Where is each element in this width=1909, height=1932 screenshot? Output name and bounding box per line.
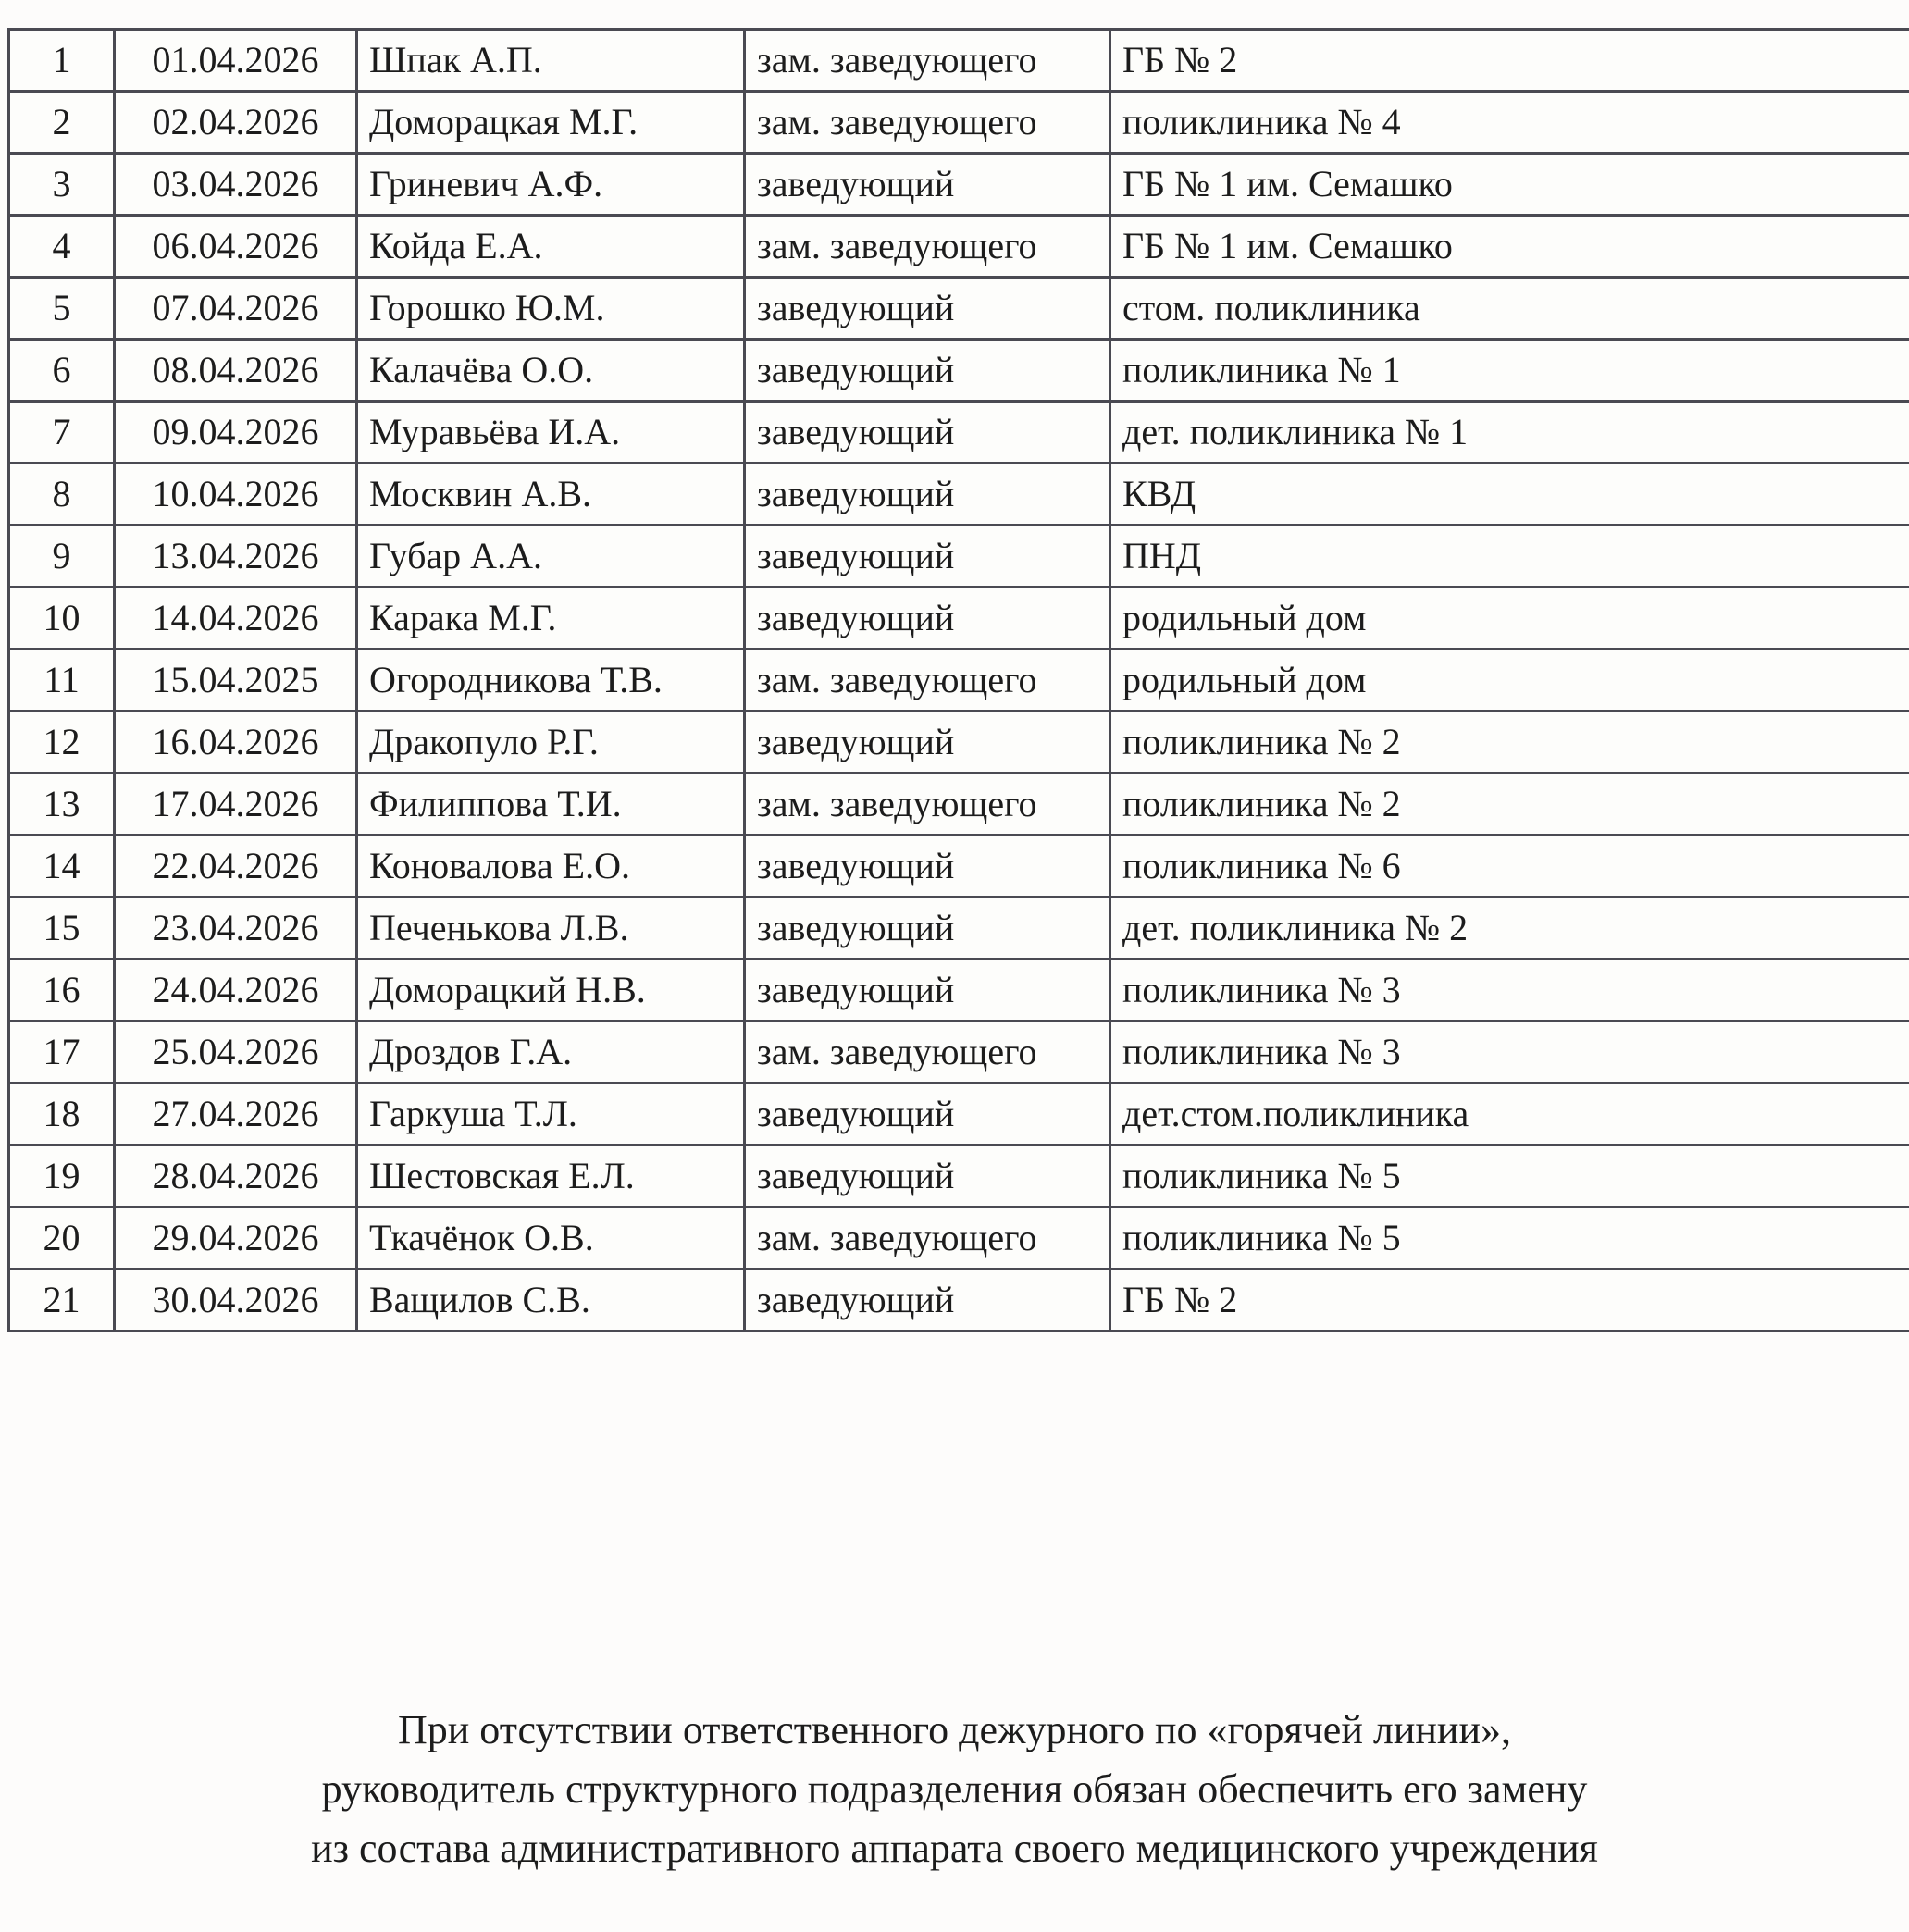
- cell-date: 06.04.2026: [115, 216, 357, 278]
- table-row: [9, 1146, 1909, 1208]
- table-row: [9, 340, 1909, 402]
- table-row: [9, 1022, 1909, 1084]
- cell-index: 8: [9, 464, 115, 526]
- cell-index: 6: [9, 340, 115, 402]
- cell-index: 20: [9, 1208, 115, 1269]
- cell-place: ПНД: [1110, 526, 1909, 588]
- cell-role: заведующий: [745, 402, 1110, 464]
- cell-place: дет.стом.поликлиника: [1110, 1084, 1909, 1146]
- footer-note-line-2: руководитель структурного подразделения обязан обеспечить его замену: [321, 1766, 1588, 1813]
- cell-date: 14.04.2026: [115, 588, 357, 650]
- duty-schedule-table: [7, 28, 1909, 1332]
- cell-date: 28.04.2026: [115, 1146, 357, 1208]
- cell-index: 12: [9, 712, 115, 774]
- cell-place: поликлиника № 5: [1110, 1208, 1909, 1269]
- cell-date: 08.04.2026: [115, 340, 357, 402]
- table-row: [9, 402, 1909, 464]
- cell-name: Койда Е.А.: [357, 216, 745, 278]
- table-row: [9, 588, 1909, 650]
- cell-index: 14: [9, 836, 115, 898]
- cell-date: 03.04.2026: [115, 154, 357, 216]
- cell-date: 01.04.2026: [115, 30, 357, 92]
- cell-role: заведующий: [745, 1084, 1110, 1146]
- table-row: [9, 1084, 1909, 1146]
- cell-role: заведующий: [745, 588, 1110, 650]
- cell-place: КВД: [1110, 464, 1909, 526]
- cell-date: 30.04.2026: [115, 1269, 357, 1331]
- cell-index: 2: [9, 92, 115, 154]
- table-row: [9, 836, 1909, 898]
- cell-date: 10.04.2026: [115, 464, 357, 526]
- cell-date: 15.04.2025: [115, 650, 357, 712]
- cell-name: Горошко Ю.М.: [357, 278, 745, 340]
- cell-index: 21: [9, 1269, 115, 1331]
- table-row: [9, 92, 1909, 154]
- cell-name: Шестовская Е.Л.: [357, 1146, 745, 1208]
- cell-place: стом. поликлиника: [1110, 278, 1909, 340]
- cell-name: Карака М.Г.: [357, 588, 745, 650]
- cell-name: Доморацкий Н.В.: [357, 960, 745, 1022]
- cell-role: зам. заведующего: [745, 216, 1110, 278]
- cell-role: зам. заведующего: [745, 1208, 1110, 1269]
- cell-name: Гриневич А.Ф.: [357, 154, 745, 216]
- cell-date: 25.04.2026: [115, 1022, 357, 1084]
- cell-index: 9: [9, 526, 115, 588]
- cell-name: Печенькова Л.В.: [357, 898, 745, 960]
- table-row: [9, 278, 1909, 340]
- table-row: [9, 898, 1909, 960]
- cell-place: ГБ № 1 им. Семашко: [1110, 154, 1909, 216]
- cell-role: заведующий: [745, 340, 1110, 402]
- cell-place: поликлиника № 5: [1110, 1146, 1909, 1208]
- cell-role: заведующий: [745, 1146, 1110, 1208]
- cell-name: Москвин А.В.: [357, 464, 745, 526]
- cell-date: 24.04.2026: [115, 960, 357, 1022]
- cell-place: поликлиника № 1: [1110, 340, 1909, 402]
- cell-index: 19: [9, 1146, 115, 1208]
- cell-index: 15: [9, 898, 115, 960]
- cell-date: 29.04.2026: [115, 1208, 357, 1269]
- cell-name: Ващилов С.В.: [357, 1269, 745, 1331]
- cell-date: 07.04.2026: [115, 278, 357, 340]
- cell-place: родильный дом: [1110, 650, 1909, 712]
- cell-role: зам. заведующего: [745, 650, 1110, 712]
- cell-index: 11: [9, 650, 115, 712]
- table-row: [9, 216, 1909, 278]
- cell-index: 3: [9, 154, 115, 216]
- footer-note: [0, 1701, 1909, 1879]
- cell-role: заведующий: [745, 898, 1110, 960]
- cell-date: 17.04.2026: [115, 774, 357, 836]
- cell-place: поликлиника № 2: [1110, 774, 1909, 836]
- cell-name: Муравьёва И.А.: [357, 402, 745, 464]
- cell-name: Гаркуша Т.Л.: [357, 1084, 745, 1146]
- cell-index: 7: [9, 402, 115, 464]
- cell-index: 10: [9, 588, 115, 650]
- cell-date: 13.04.2026: [115, 526, 357, 588]
- cell-role: заведующий: [745, 712, 1110, 774]
- cell-date: 27.04.2026: [115, 1084, 357, 1146]
- cell-name: Филиппова Т.И.: [357, 774, 745, 836]
- cell-name: Шпак А.П.: [357, 30, 745, 92]
- cell-role: заведующий: [745, 526, 1110, 588]
- cell-place: дет. поликлиника № 1: [1110, 402, 1909, 464]
- cell-role: заведующий: [745, 1269, 1110, 1331]
- cell-index: 5: [9, 278, 115, 340]
- cell-place: поликлиника № 4: [1110, 92, 1909, 154]
- cell-name: Дроздов Г.А.: [357, 1022, 745, 1084]
- cell-name: Доморацкая М.Г.: [357, 92, 745, 154]
- cell-place: поликлиника № 6: [1110, 836, 1909, 898]
- cell-role: зам. заведующего: [745, 30, 1110, 92]
- cell-role: заведующий: [745, 960, 1110, 1022]
- footer-note-line-1: При отсутствии ответственного дежурного по «горячей линии»,: [397, 1707, 1512, 1752]
- table-row: [9, 650, 1909, 712]
- cell-date: 16.04.2026: [115, 712, 357, 774]
- table-row: [9, 526, 1909, 588]
- cell-index: 17: [9, 1022, 115, 1084]
- cell-name: Ткачёнок О.В.: [357, 1208, 745, 1269]
- table-row: [9, 464, 1909, 526]
- cell-name: Дракопуло Р.Г.: [357, 712, 745, 774]
- cell-place: поликлиника № 3: [1110, 960, 1909, 1022]
- cell-date: 23.04.2026: [115, 898, 357, 960]
- cell-place: поликлиника № 2: [1110, 712, 1909, 774]
- cell-place: поликлиника № 3: [1110, 1022, 1909, 1084]
- table-row: [9, 154, 1909, 216]
- cell-index: 18: [9, 1084, 115, 1146]
- cell-index: 1: [9, 30, 115, 92]
- table-row: [9, 774, 1909, 836]
- footer-note-line-3: из состава административного аппарата своего медицинского учреждения: [311, 1826, 1598, 1872]
- cell-name: Губар А.А.: [357, 526, 745, 588]
- cell-role: заведующий: [745, 836, 1110, 898]
- cell-date: 22.04.2026: [115, 836, 357, 898]
- cell-name: Огородникова Т.В.: [357, 650, 745, 712]
- cell-name: Коновалова Е.О.: [357, 836, 745, 898]
- cell-role: заведующий: [745, 154, 1110, 216]
- cell-role: зам. заведующего: [745, 92, 1110, 154]
- cell-place: дет. поликлиника № 2: [1110, 898, 1909, 960]
- cell-index: 16: [9, 960, 115, 1022]
- cell-role: зам. заведующего: [745, 774, 1110, 836]
- cell-date: 09.04.2026: [115, 402, 357, 464]
- cell-place: родильный дом: [1110, 588, 1909, 650]
- table-row: [9, 960, 1909, 1022]
- cell-role: заведующий: [745, 464, 1110, 526]
- cell-role: заведующий: [745, 278, 1110, 340]
- cell-index: 13: [9, 774, 115, 836]
- table-row: [9, 1269, 1909, 1331]
- cell-place: ГБ № 2: [1110, 1269, 1909, 1331]
- cell-place: ГБ № 2: [1110, 30, 1909, 92]
- cell-name: Калачёва О.О.: [357, 340, 745, 402]
- cell-place: ГБ № 1 им. Семашко: [1110, 216, 1909, 278]
- duty-schedule-body: [9, 30, 1909, 1331]
- cell-role: зам. заведующего: [745, 1022, 1110, 1084]
- table-row: [9, 30, 1909, 92]
- cell-date: 02.04.2026: [115, 92, 357, 154]
- table-row: [9, 712, 1909, 774]
- cell-index: 4: [9, 216, 115, 278]
- table-row: [9, 1208, 1909, 1269]
